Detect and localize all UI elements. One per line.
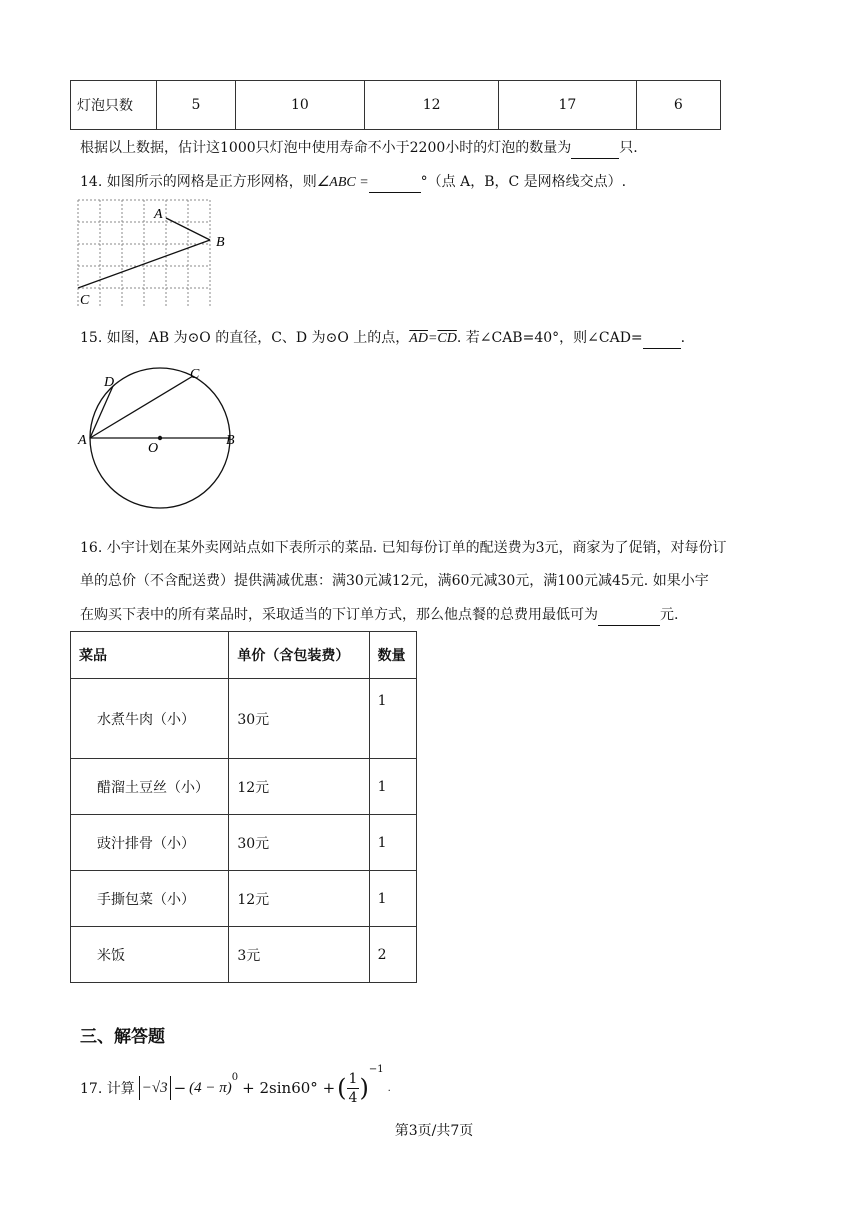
q14-text: 14. 如图所示的网格是正方形网格，则∠ABC = °（点 A，B，C 是网格线交点）. [80, 172, 626, 193]
dish-name: 豉汁排骨（小） [71, 815, 229, 871]
dish-name: 手撕包菜（小） [71, 871, 229, 927]
point-c-label: C [80, 293, 90, 308]
dish-qty: 1 [369, 679, 416, 759]
point-b-label: B [216, 235, 225, 250]
q16-line2: 单的总价（不含配送费）提供满减优惠：满30元减12元，满60元减30元，满100元减45元. 如果小宇 [80, 573, 709, 589]
point-o-label: O [148, 441, 159, 456]
table-cell: 6 [636, 81, 720, 130]
table-cell: 17 [499, 81, 637, 130]
q15-text: 15. 如图，AB 为⊙O 的直径，C、D 为⊙O 上的点，$\overline{AD}=\overline{CD}$. 若∠CAB=40°，则∠CAD= . [80, 328, 685, 349]
dish-name: 米饭 [71, 927, 229, 983]
grid-figure [76, 198, 236, 312]
dish-price: 12元 [229, 759, 369, 815]
table-row [71, 81, 721, 130]
power-zero-base: (4 − π) [189, 1079, 232, 1096]
circle-figure [76, 362, 246, 512]
point-a-label: A [154, 207, 163, 222]
point-c-label: C [190, 367, 200, 382]
section-heading: 三、解答题 [80, 1027, 165, 1047]
dish-qty: 1 [369, 759, 416, 815]
table-row [71, 927, 417, 983]
answer-blank [643, 328, 681, 349]
table-row [71, 759, 417, 815]
table-header-row [71, 632, 417, 679]
page-footer: 第3页/共7页 [394, 1123, 474, 1139]
dish-qty: 1 [369, 871, 416, 927]
q13-conclusion: 根据以上数据，估计这1000只灯泡中使用寿命不小于2200小时的灯泡的数量为 只. [80, 138, 638, 159]
table-cell: 5 [157, 81, 235, 130]
answer-blank [598, 605, 660, 626]
table-row [71, 679, 417, 759]
column-header: 菜品 [71, 632, 229, 679]
chord-ad [90, 386, 113, 438]
dish-qty: 1 [369, 815, 416, 871]
menu-table [70, 631, 417, 983]
q17-expression: 17. 计算 −√3 − (4 − π) $^0$ + 2sin60° + ( 1 4 ) $^{-1}$ . [80, 1064, 391, 1106]
q16-line3: 在购买下表中的所有菜品时，采取适当的下订单方式，那么他点餐的总费用最低可为 元. [80, 605, 678, 626]
dish-name: 水煮牛肉（小） [71, 679, 229, 759]
table-row [71, 871, 417, 927]
table-row [71, 815, 417, 871]
exponent-zero: 0 [231, 1072, 239, 1083]
dish-price: 30元 [229, 815, 369, 871]
fraction: 1 4 [348, 1070, 358, 1106]
center-dot [158, 436, 162, 440]
column-header: 数量 [369, 632, 416, 679]
point-d-label: D [104, 375, 115, 390]
dish-name: 醋溜土豆丝（小） [71, 759, 229, 815]
table-cell: 10 [235, 81, 365, 130]
answer-blank [369, 172, 421, 193]
point-b-label: B [226, 433, 235, 448]
dish-price: 3元 [229, 927, 369, 983]
dish-qty: 2 [369, 927, 416, 983]
bulb-count-table [70, 80, 721, 130]
q16-line1: 16. 小宇计划在某外卖网站点如下表所示的菜品. 已知每份订单的配送费为3元，商家为了促销，对每份订 [80, 540, 727, 556]
abs-value: −√3 [139, 1076, 171, 1100]
dish-price: 12元 [229, 871, 369, 927]
dish-price: 30元 [229, 679, 369, 759]
q17-label: 17. 计算 [80, 1081, 135, 1097]
column-header: 单价（含包装费） [229, 632, 369, 679]
table-cell: 12 [365, 81, 499, 130]
answer-blank [571, 138, 619, 159]
row-label: 灯泡只数 [71, 81, 157, 130]
exponent-neg-one: −1 [368, 1064, 384, 1075]
point-a-label: A [78, 433, 87, 448]
